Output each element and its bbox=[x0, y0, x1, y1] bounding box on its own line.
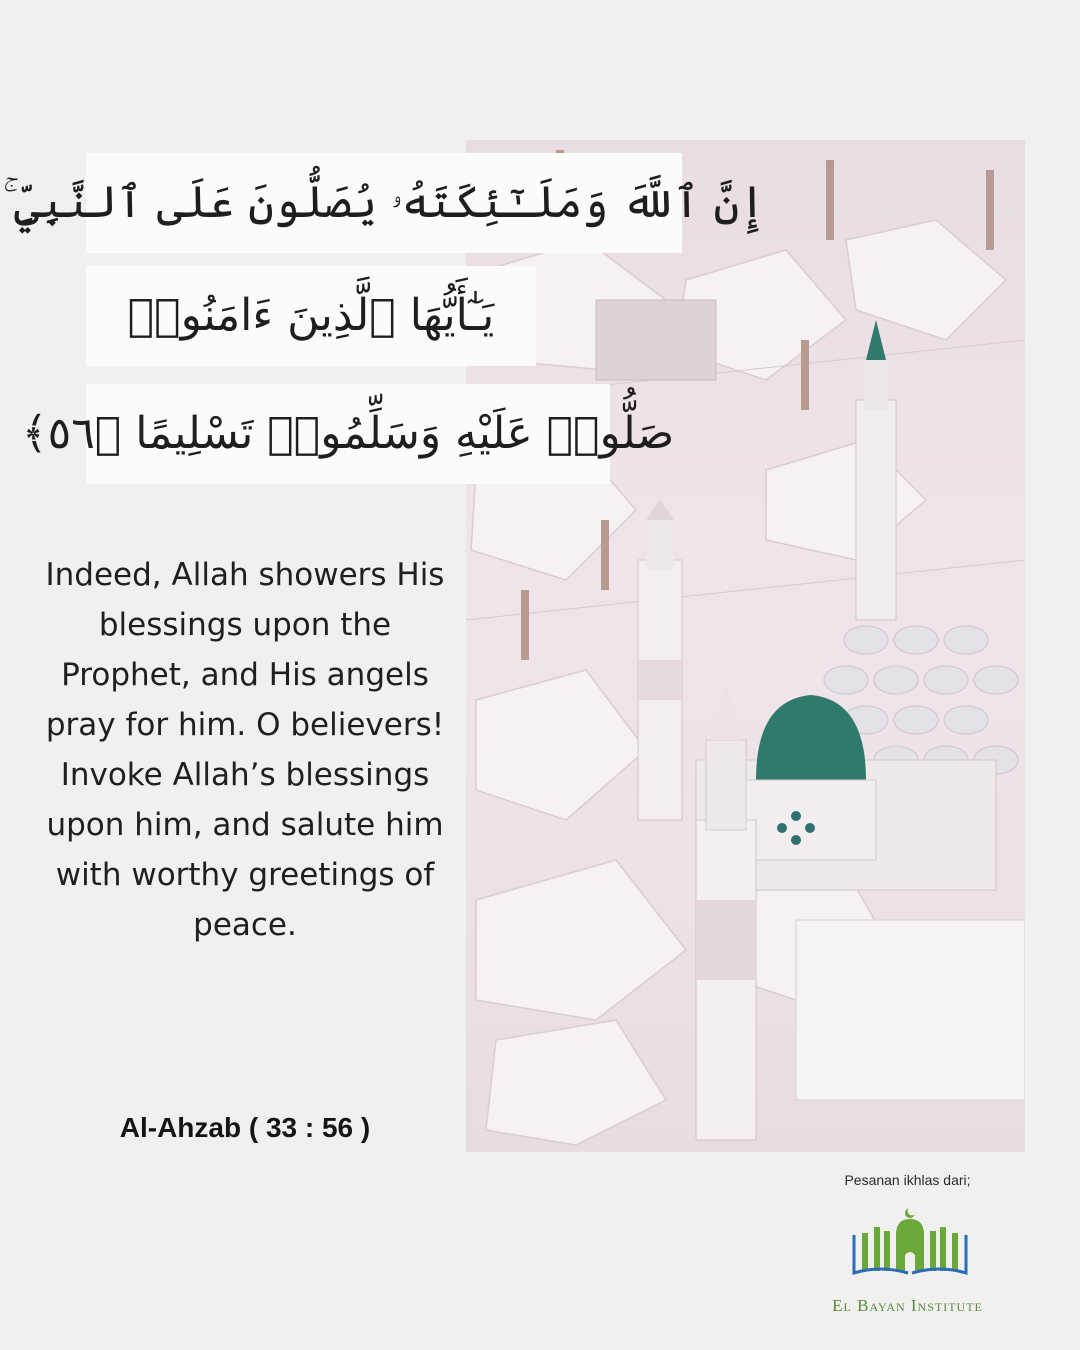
sender-label: Pesanan ikhlas dari; bbox=[844, 1172, 971, 1188]
logo-text: El Bayan Institute bbox=[832, 1296, 983, 1315]
minaret-front bbox=[696, 680, 756, 1140]
verse-line-1-box bbox=[2, 153, 766, 253]
side-building bbox=[796, 920, 1025, 1100]
verse-translation: Indeed, Allah showers His blessings upon the Prophet, and His angels pray for him. O believers! Invoke Allah’s blessings upon him, and salute him with worthy greetings of peace. bbox=[45, 557, 445, 943]
verse-line-3-box bbox=[21, 384, 675, 484]
verse-reference: Al-Ahzab ( 33 : 56 ) bbox=[119, 1112, 371, 1143]
mosque-scene bbox=[466, 140, 1025, 1152]
verse-line-2: يَـٰٓأَيُّهَا ٱلَّذِينَ ءَامَنُوا۟ bbox=[127, 290, 495, 341]
green-dome bbox=[756, 695, 866, 780]
mosque-book-logo-icon bbox=[840, 1205, 980, 1275]
verse-line-1: إِنَّ ٱللَّهَ وَمَلَـٰٓئِكَتَهُۥ يُصَلُّونَ عَلَى ٱلنَّبِيِّ ۚ bbox=[2, 177, 766, 228]
verse-line-2-box bbox=[86, 266, 536, 366]
dome-drum bbox=[746, 780, 876, 860]
building-block bbox=[596, 300, 716, 380]
mosque-aerial-photo bbox=[466, 140, 1025, 1152]
verse-line-3: صَلُّوا۟ عَلَيْهِ وَسَلِّمُوا۟ تَسْلِيمًا ﴿٥٦﴾ bbox=[21, 408, 675, 459]
minaret-green-tip bbox=[856, 320, 896, 620]
minaret-left bbox=[638, 500, 682, 820]
